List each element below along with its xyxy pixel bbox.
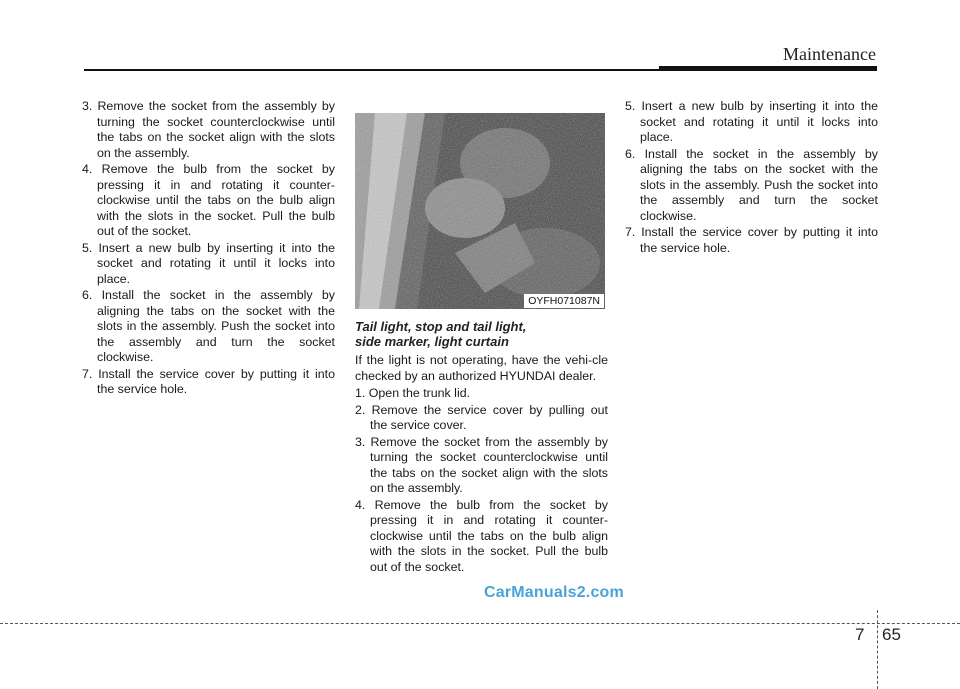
middle-column: [355, 99, 608, 576]
tail-light-photo: [355, 113, 605, 309]
right-column: [625, 99, 878, 257]
header-rule: [84, 69, 659, 71]
instruction-step: 6. Install the socket in the assembly by aligning the tabs on the socket with the slots in the assembly. Push the socket into the assembly and turn the socket clockwise.: [82, 288, 335, 364]
instruction-step: 1. Open the trunk lid.: [355, 386, 471, 400]
instruction-step: 7. Install the service cover by putting it into the service hole.: [82, 366, 335, 396]
tail-light-illustration: [355, 113, 605, 309]
instruction-step: 5. Insert a new bulb by inserting it into the socket and rotating it until it locks into place.: [625, 99, 878, 144]
watermark-link[interactable]: CarManuals2.com: [484, 584, 624, 601]
left-column: [82, 99, 335, 399]
page-number: 65: [882, 625, 901, 644]
header-rule-accent: [659, 66, 877, 71]
footer-divider: [877, 610, 878, 689]
instruction-step: 6. Install the socket in the assembly by aligning the tabs on the socket with the slots in the assembly. Push the socket into the assembly and turn the socket clockwise.: [625, 146, 878, 223]
footer-rule: [0, 623, 960, 624]
chapter-number: 7: [855, 625, 865, 644]
section-heading-line: Tail light, stop and tail light,: [355, 319, 527, 334]
instruction-step: 2. Remove the service cover by pulling out the service cover.: [355, 402, 608, 432]
instruction-step: 3. Remove the socket from the assembly by turning the socket counterclockwise until the tabs on the socket align with the slots on the assembly.: [82, 99, 335, 160]
page-section-title: Maintenance: [783, 44, 876, 64]
intro-paragraph: If the light is not operating, have the vehi-cle checked by an authorized HYUNDAI dealer.: [355, 353, 608, 383]
section-heading: [355, 319, 608, 349]
instruction-step: 4. Remove the bulb from the socket by pressing it in and rotating it counter-clockwise until the tabs on the bulb align with the slots in the socket. Pull the bulb out of the socket.: [355, 497, 608, 574]
section-heading-line: side marker, light curtain: [355, 334, 509, 349]
instruction-step: 5. Insert a new bulb by inserting it into the socket and rotating it until it locks into place.: [82, 240, 335, 286]
instruction-step: 7. Install the service cover by putting it into the service hole.: [625, 225, 878, 255]
instruction-step: 4. Remove the bulb from the socket by pressing it in and rotating it counter-clockwise until the tabs on the bulb align with the slots in the socket. Pull the bulb out of the socket.: [82, 162, 335, 238]
photo-code: OYFH071087N: [524, 294, 604, 308]
instruction-step: 3. Remove the socket from the assembly by turning the socket counterclockwise until the tabs on the socket align with the slots on the assembly.: [355, 434, 608, 495]
